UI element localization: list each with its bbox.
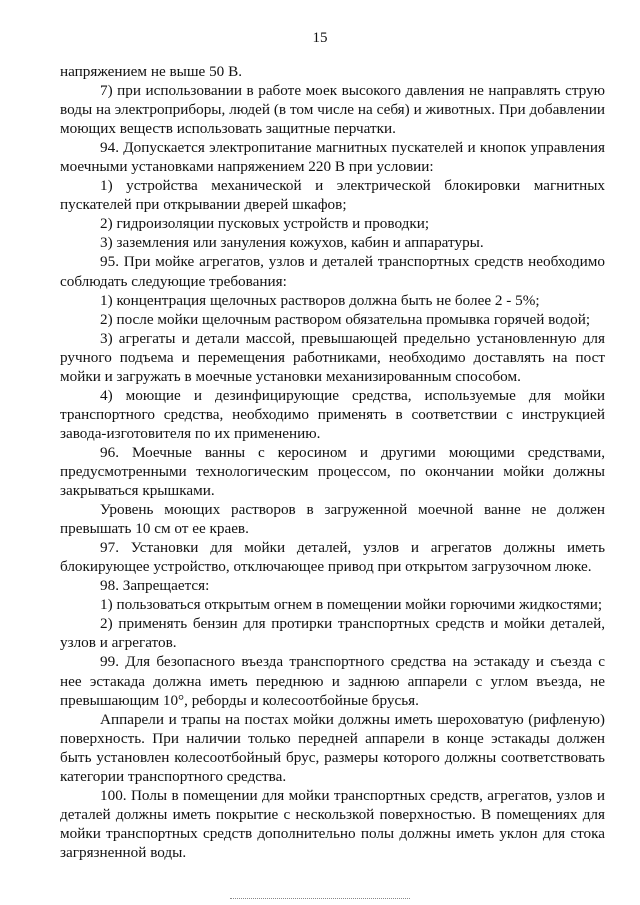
paragraph-95-item-3: 3) агрегаты и детали массой, превышающей предельно установленную для ручного подъема и перемещения работниками, необходимо доставлять на пост мойки и загружать в моечные установки механизированным способом. bbox=[60, 329, 605, 385]
paragraph-continuation: напряжением не выше 50 В. bbox=[60, 63, 242, 80]
scan-artifact-line bbox=[230, 898, 410, 901]
paragraph-99-ramps: Аппарели и трапы на постах мойки должны иметь шероховатую (рифленую) поверхность. При наличии только передней аппарели в конце эстакады должен быть установлен колесоотбойный брус, размеры которого должны соответствовать категории транспортного средства. bbox=[60, 710, 605, 785]
paragraph-item-7: 7) при использовании в работе моек высокого давления не направлять струю воды на электроприборы, людей (в том числе на себя) и животных. При добавлении моющих веществ использовать защитные перчатки. bbox=[60, 82, 605, 138]
paragraph-100: 100. Полы в помещении для мойки транспортных средств, агрегатов, узлов и деталей должны иметь покрытие с нескользкой поверхностью. В помещениях для мойки транспортных средств дополнительно полы должны иметь уклон для стока загрязненной воды. bbox=[60, 786, 605, 861]
paragraph-98: 98. Запрещается: bbox=[100, 577, 210, 595]
paragraph-95-item-2: 2) после мойки щелочным раствором обязательна промывка горячей водой; bbox=[100, 310, 591, 328]
paragraph-98-item-1: 1) пользоваться открытым огнем в помещении мойки горючими жидкостями; bbox=[100, 596, 603, 614]
paragraph-94-item-1: 1) устройства механической и электрической блокировки магнитных пускателей при открывании дверей шкафов; bbox=[60, 177, 605, 214]
paragraph-95-item-1: 1) концентрация щелочных растворов должна быть не более 2 - 5%; bbox=[100, 291, 540, 309]
paragraph-95-item-4: 4) моющие и дезинфицирующие средства, используемые для мойки транспортного средства, необходимо применять в соответствии с инструкцией завода-изготовителя по их применению. bbox=[60, 386, 605, 442]
paragraph-97: 97. Установки для мойки деталей, узлов и агрегатов должны иметь блокирующее устройство, отключающее привод при открытом загрузочном люке. bbox=[60, 539, 605, 576]
paragraph-94-item-2: 2) гидроизоляции пусковых устройств и проводки; bbox=[100, 215, 430, 233]
paragraph-95: 95. При мойке агрегатов, узлов и деталей транспортных средств необходимо соблюдать следующие требования: bbox=[60, 253, 605, 290]
paragraph-99: 99. Для безопасного въезда транспортного средства на эстакаду и съезда с нее эстакада должна иметь переднюю и заднюю аппарели с углом въезда, не превышающим 10°, реборды и колесоотбойные брусья. bbox=[60, 653, 605, 709]
paragraph-96: 96. Моечные ванны с керосином и другими моющими средствами, предусмотренными технологическим процессом, по окончании мойки должны закрываться крышками. bbox=[60, 443, 605, 500]
paragraph-96-level: Уровень моющих растворов в загруженной моечной ванне не должен превышать 10 см от ее краев. bbox=[60, 501, 605, 538]
paragraph-94-item-3: 3) заземления или зануления кожухов, кабин и аппаратуры. bbox=[100, 234, 484, 252]
paragraph-94: 94. Допускается электропитание магнитных пускателей и кнопок управления моечными установками напряжением 220 В при условии: bbox=[60, 139, 605, 176]
document-body bbox=[60, 62, 605, 862]
paragraph-98-item-2: 2) применять бензин для протирки транспортных средств и мойки деталей, узлов и агрегатов. bbox=[60, 615, 605, 652]
page-number: 15 bbox=[312, 30, 328, 46]
